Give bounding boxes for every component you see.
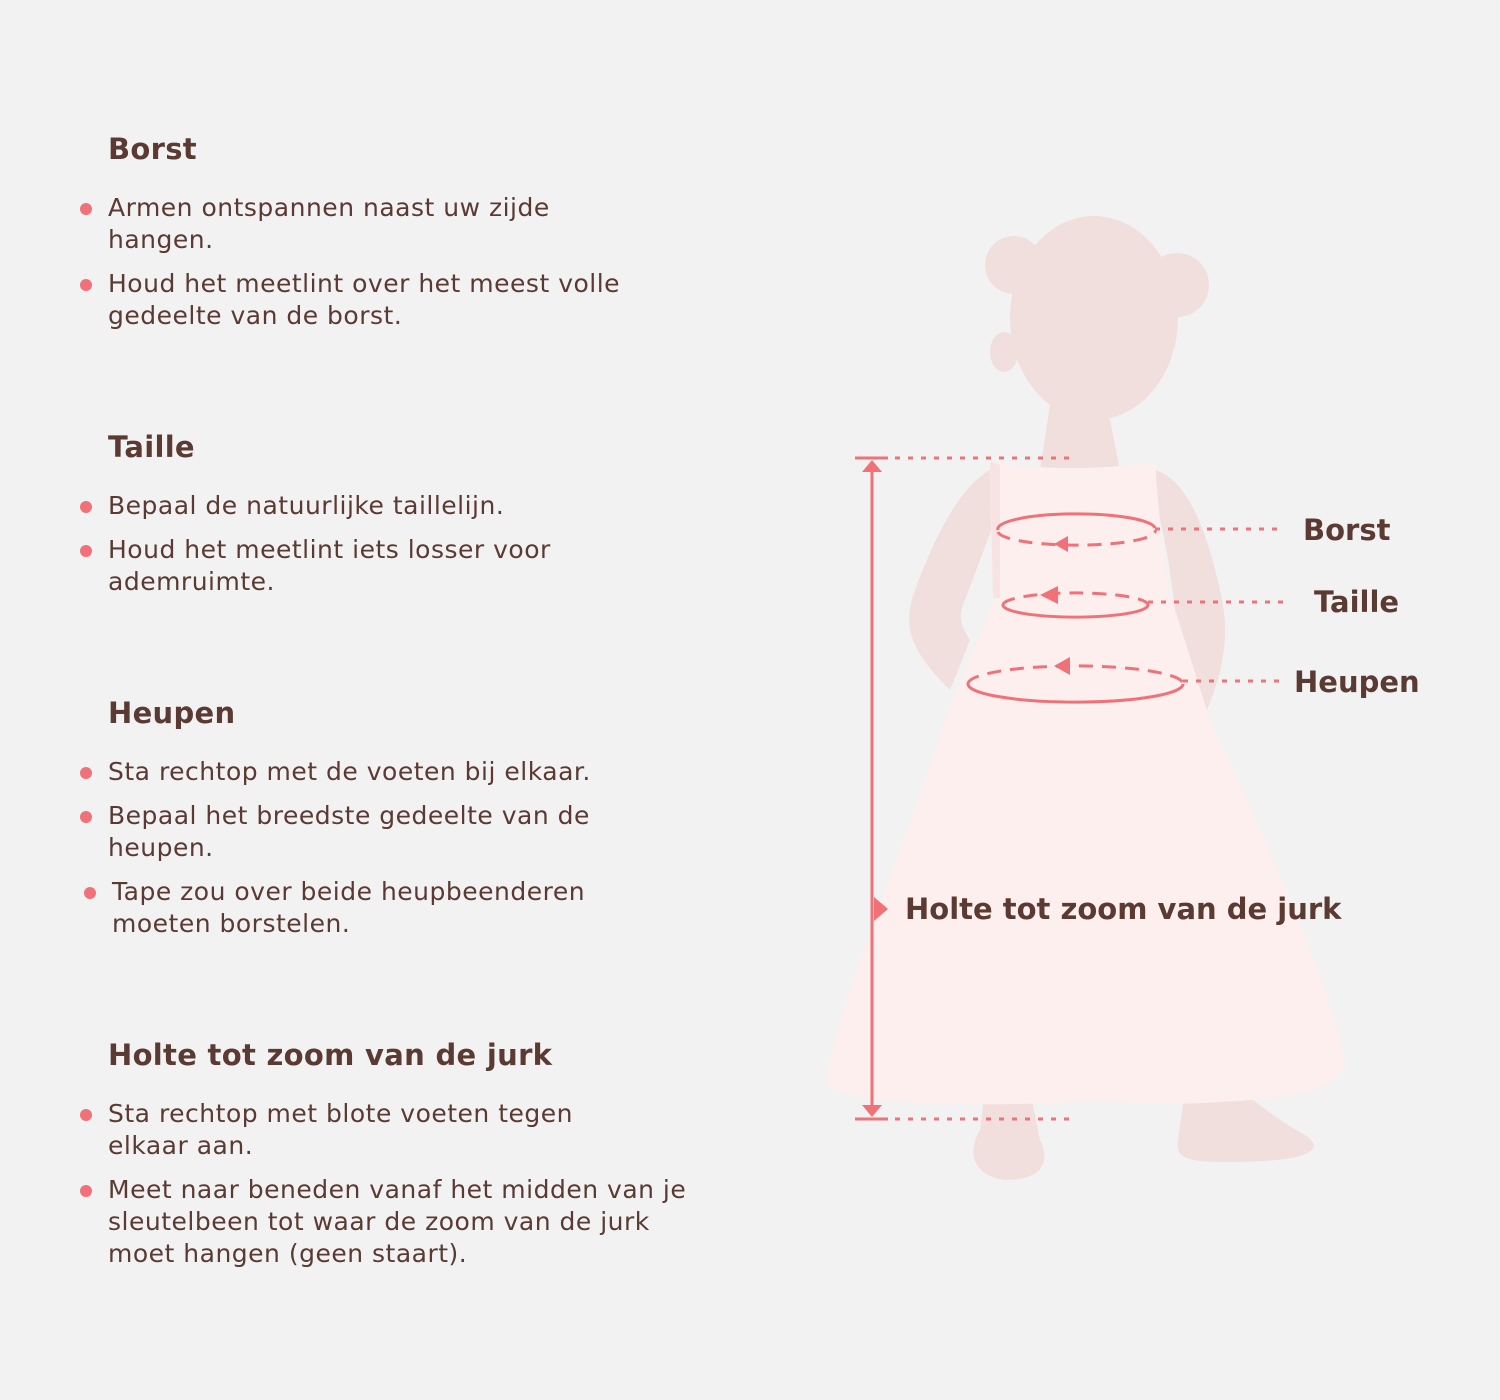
section-title: Borst bbox=[108, 132, 197, 166]
arrow-up-icon bbox=[862, 460, 882, 472]
label-length: Holte tot zoom van de jurk bbox=[905, 892, 1342, 926]
list-item: Meet naar beneden vanaf het midden van je sleutelbeen tot waar de zoom van de jurk moet hangen (geen staart). bbox=[0, 1174, 708, 1270]
list-item: Sta rechtop met de voeten bij elkaar. bbox=[0, 756, 668, 788]
ear bbox=[990, 332, 1018, 372]
dress bbox=[826, 462, 1345, 1104]
section-title: Heupen bbox=[108, 696, 236, 730]
list-item: Sta rechtop met blote voeten tegen elkaar aan. bbox=[0, 1098, 618, 1162]
arrow-down-icon bbox=[862, 1105, 882, 1117]
label-bust: Borst bbox=[1303, 513, 1391, 547]
dress-shading bbox=[990, 462, 1000, 598]
label-waist: Taille bbox=[1314, 585, 1400, 619]
section-title: Holte tot zoom van de jurk bbox=[108, 1038, 553, 1072]
list-item: Armen ontspannen naast uw zijde hangen. bbox=[0, 192, 588, 256]
label-hips: Heupen bbox=[1294, 665, 1420, 699]
section-title: Taille bbox=[108, 430, 195, 464]
list-item: Houd het meetlint iets losser voor ademruimte. bbox=[0, 534, 588, 598]
neck bbox=[1040, 405, 1120, 470]
list-item: Bepaal de natuurlijke taillelijn. bbox=[0, 490, 628, 522]
list-item: Houd het meetlint over het meest volle gedeelte van de borst. bbox=[0, 268, 668, 332]
list-item: Bepaal het breedste gedeelte van de heupen. bbox=[0, 800, 628, 864]
list-item: Tape zou over beide heupbeenderen moeten borstelen. bbox=[0, 876, 642, 940]
head bbox=[1010, 216, 1178, 420]
